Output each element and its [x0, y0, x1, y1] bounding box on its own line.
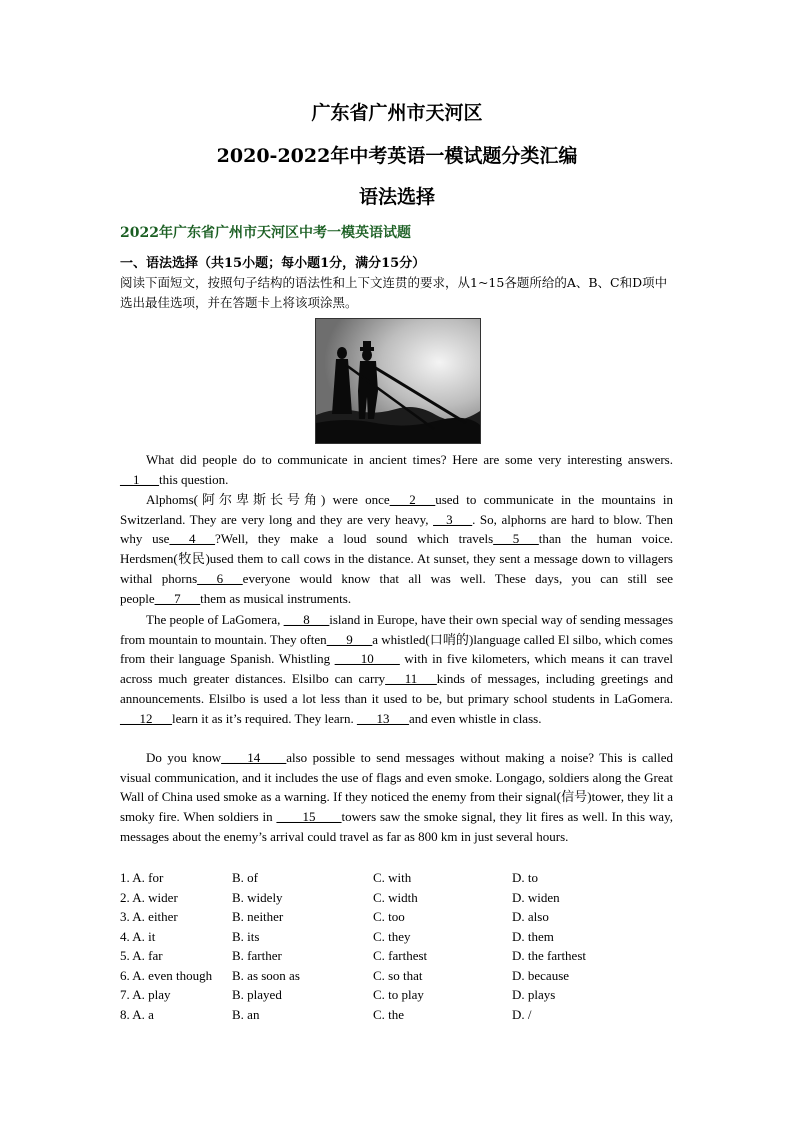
title-exam-collection: 2020-2022年中考英语一模试题分类汇编: [216, 145, 578, 167]
option-d: D. widen: [512, 889, 560, 905]
passage-text: a whistled(口哨的)language called El silbo, which comes from their language Spanish. Whistling: [120, 631, 673, 667]
passage-paragraph-2: [120, 490, 673, 608]
option-a: 2. A. wider: [120, 889, 178, 905]
blank-12: ___12___: [120, 710, 172, 726]
blank-5: ___5___: [493, 531, 539, 547]
passage-paragraph-3: [120, 610, 673, 728]
passage-text: ?Well, they make a loud sound which travels: [214, 531, 494, 547]
option-d: D. /: [512, 1006, 532, 1022]
passage-text: Alphoms(阿尔卑斯长号角) were once: [146, 492, 390, 507]
passage-text: everyone would know that all was well. These days, you can still see people: [120, 570, 673, 606]
passage-text: towers saw the smoke signal, they lit fires as well. In this way, messages about the enemy’s arrival could travel as far as 800 km in just several hours.: [120, 809, 673, 844]
option-a: 7. A. play: [120, 987, 171, 1002]
option-row-4: [120, 927, 632, 947]
option-d: D. to: [512, 870, 538, 885]
option-c: C. too: [373, 909, 405, 924]
passage-text: Do you know: [146, 750, 222, 765]
option-d: D. the farthest: [512, 948, 587, 963]
passage-text: them as musical instruments.: [200, 590, 352, 606]
option-a: 3. A. either: [120, 909, 178, 924]
option-b: B. farther: [232, 948, 282, 963]
answer-options: [120, 868, 632, 1024]
option-c: C. the: [373, 1006, 405, 1022]
option-row-3: [120, 907, 632, 927]
exam-subheading: 2022年广东省广州市天河区中考一模英语试题: [120, 225, 411, 241]
blank-3: __3___: [433, 511, 473, 527]
option-c: C. farthest: [373, 948, 428, 963]
passage-text: island in Europe, have their own special way of sending messages from mountain to mountain. They often: [120, 612, 674, 647]
blank-13: ___13___: [356, 710, 409, 726]
passage-text: . So, alphorns are hard to blow. Then why use: [120, 511, 673, 547]
option-d: D. plays: [512, 987, 556, 1002]
option-d: D. them: [512, 928, 554, 944]
passage-text: used to communicate in the mountains in Switzerland. They are very long and they are very heavy,: [120, 492, 673, 527]
passage-text: than the human voice. Herdsmen(牧民)used them to call cows in the distance. At sunset, they sent a message down to villagers withal phorns: [120, 531, 673, 586]
option-row-7: [120, 985, 632, 1005]
option-a: 1. A. for: [120, 870, 164, 885]
option-c: C. so that: [373, 967, 423, 983]
title-grammar-choice: 语法选择: [358, 186, 435, 208]
passage-text: also possible to send messages without making a noise? This is called visual communication, and it includes the use of flags and even smoke. Longago, soldiers along the Great Wall of China used smoke as a warning. If they noticed the enemy from their signal(信号)tower, they lit a smoky fire. When soldiers in: [120, 750, 674, 825]
passage-text: learn it as it’s required. They learn.: [172, 710, 357, 726]
option-row-5: [120, 946, 632, 966]
passage-text: What did people do to communicate in ancient times? Here are some very interesting answers.: [146, 452, 673, 467]
option-b: B. of: [232, 870, 258, 885]
option-a: 4. A. it: [120, 928, 156, 944]
option-d: D. also: [512, 909, 549, 924]
passage-text: and even whistle in class.: [408, 710, 542, 726]
option-a: 6. A. even though: [120, 967, 213, 983]
passage-text: with in five kilometers, which means it can travel across much greater distances. Elsilbo can carry: [120, 651, 673, 687]
alphorn-players-silhouette-icon: [316, 319, 480, 443]
title-region: 广东省广州市天河区: [311, 102, 483, 124]
option-row-6: [120, 966, 632, 986]
section-title: 一、语法选择（共15小题；每小题1分，满分15分）: [120, 256, 426, 271]
passage-text: this question.: [159, 471, 229, 487]
option-d: D. because: [512, 967, 570, 983]
blank-1: __1___: [120, 471, 159, 487]
option-b: B. its: [232, 928, 260, 944]
blank-2: ___2___: [389, 492, 436, 507]
blank-8: ___8___: [283, 612, 330, 627]
passage-text: The people of LaGomera,: [146, 612, 284, 627]
passage-paragraph-1: [120, 450, 673, 489]
option-a: 5. A. far: [120, 948, 163, 963]
option-c: C. with: [373, 870, 412, 885]
blank-9: ___9___: [326, 631, 373, 647]
option-c: C. to play: [373, 987, 424, 1002]
blank-6: ___6___: [197, 570, 243, 586]
blank-10: ____10____: [334, 651, 400, 667]
option-b: B. as soon as: [232, 967, 300, 983]
blank-11: ___11___: [385, 671, 437, 687]
option-b: B. neither: [232, 909, 284, 924]
option-c: C. they: [373, 928, 411, 944]
blank-7: ___7___: [154, 590, 201, 606]
blank-14: ____14____: [221, 750, 287, 765]
blank-15: ____15____: [276, 809, 342, 825]
option-row-2: [120, 888, 632, 908]
option-row-8: [120, 1005, 632, 1025]
instructions: 阅读下面短文，按照句子结构的语法性和上下文连贯的要求，从1~15各题所给的A、B、C和D项中选出最佳选项，并在答题卡上将该项涂黑。: [120, 275, 668, 310]
alphorn-photo: [315, 318, 481, 444]
option-c: C. width: [373, 889, 418, 905]
blank-4: ___4___: [169, 531, 215, 547]
passage-paragraph-4: [120, 748, 673, 847]
option-b: B. an: [232, 1006, 260, 1022]
passage-text: kinds of messages, including greetings and announcements. Elsilbo is used a lot less than it used to be, but primary school students in LaGomera.: [120, 671, 673, 706]
option-b: B. played: [232, 987, 282, 1002]
option-a: 8. A. a: [120, 1006, 154, 1022]
option-row-1: [120, 868, 632, 888]
option-b: B. widely: [232, 889, 283, 905]
